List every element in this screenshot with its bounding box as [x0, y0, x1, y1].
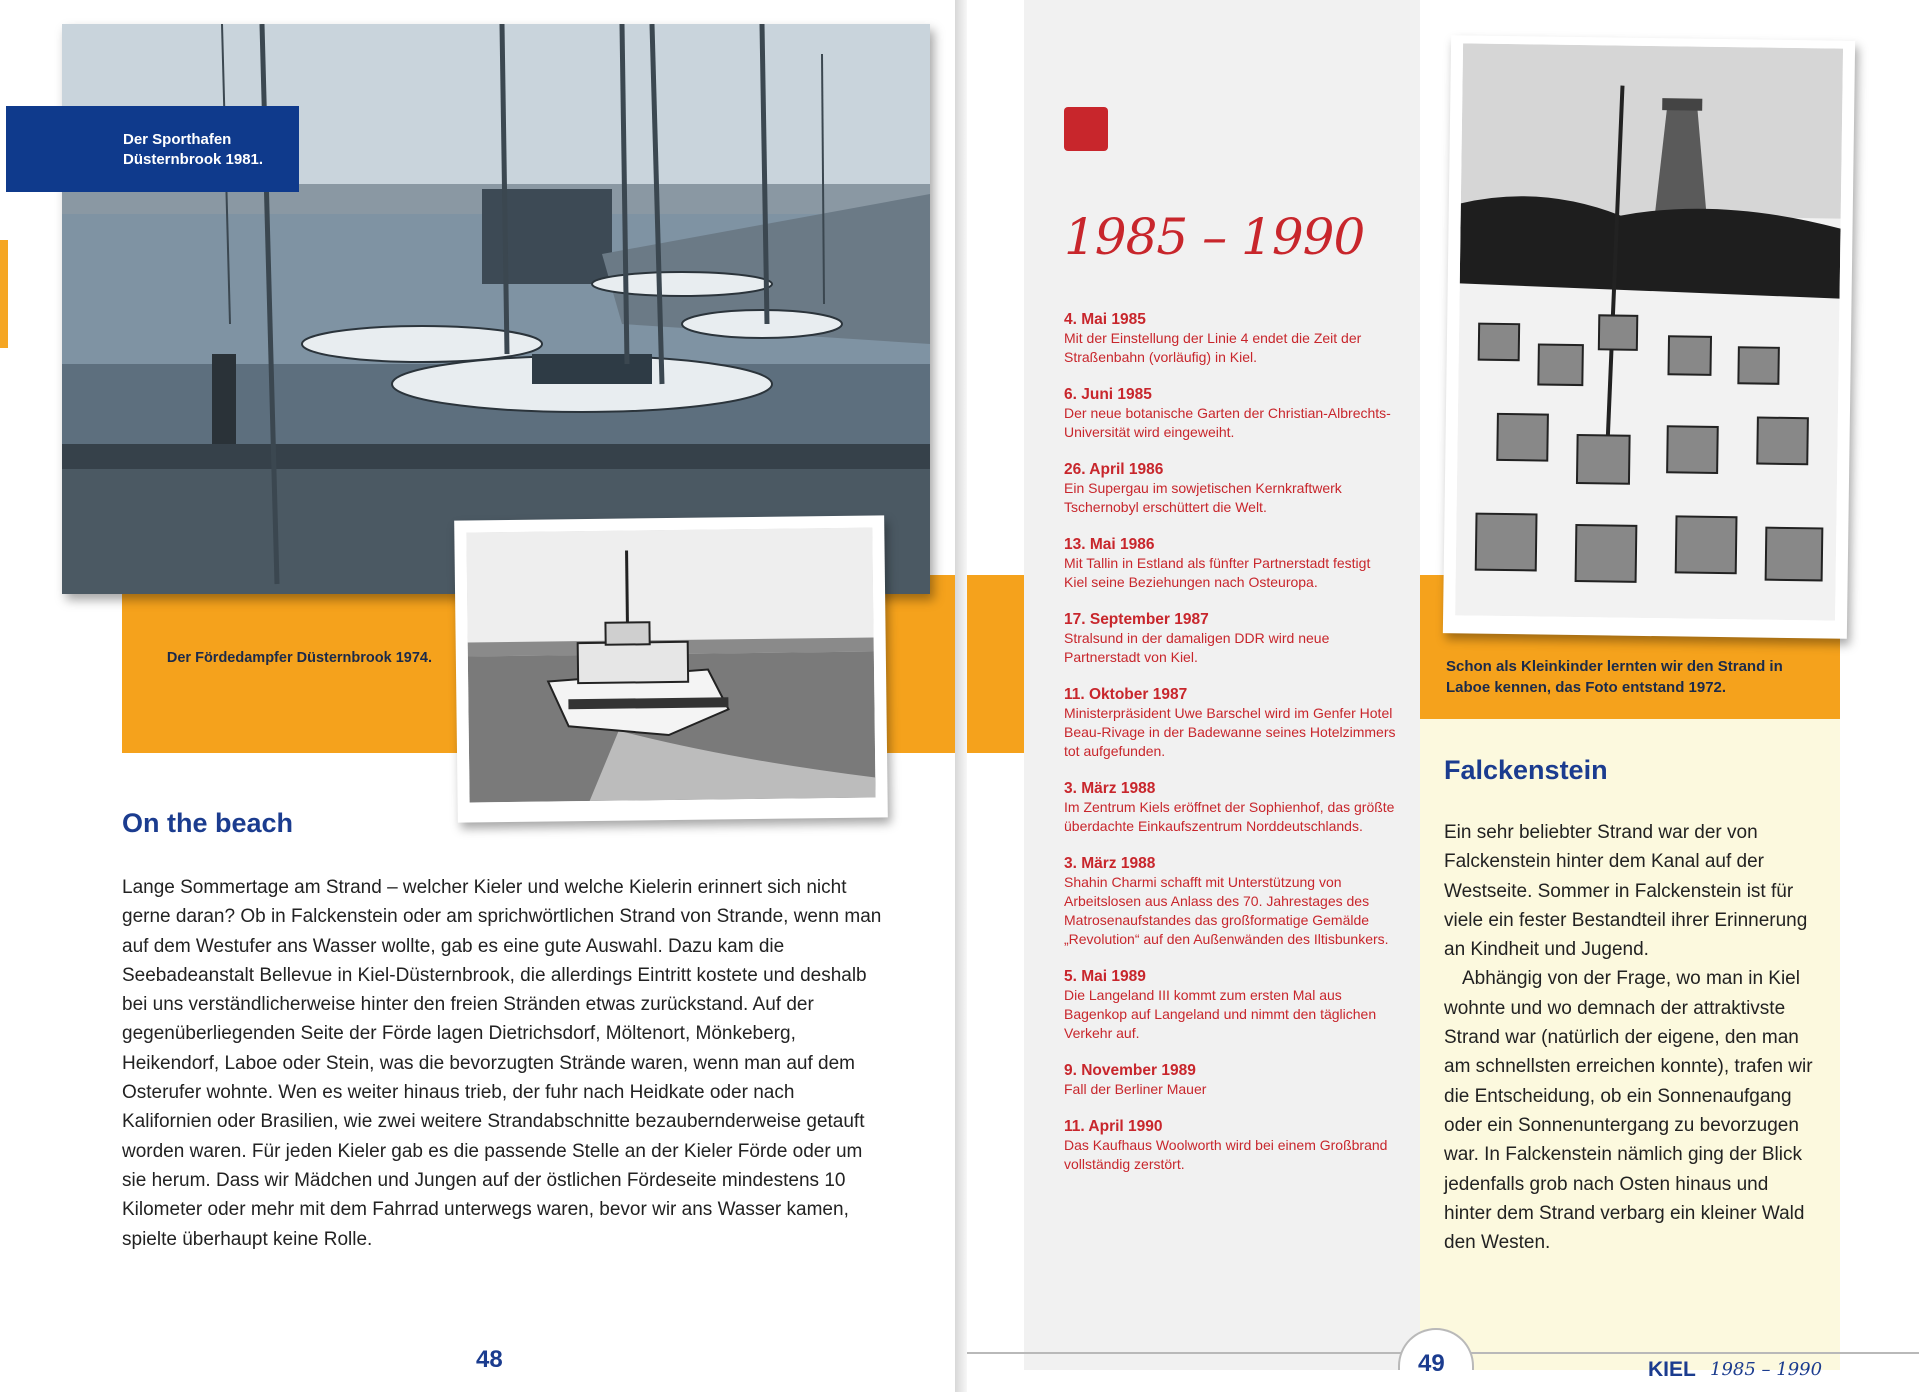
timeline-date: 26. April 1986	[1064, 461, 1164, 479]
timeline-entry	[1064, 535, 1396, 592]
timeline-text: Im Zentrum Kiels eröffnet der Sophienhof, das größte überdachte Einkaufszentrum Norddeutschlands.	[1064, 799, 1395, 835]
body-paragraph: Ein sehr beliebter Strand war der von Falckenstein hinter dem Kanal auf der Westseite. Sommer in Falckenstein ist für viele ein fester Bestandteil ihrer Erinnerung an Kindheit und Jugend.	[1444, 822, 1808, 961]
timeline-text: Ein Supergau im sowjetischen Kernkraftwerk Tschernobyl erschüttert die Welt.	[1064, 480, 1342, 515]
body-text-left: Lange Sommertage am Strand – welcher Kieler und welche Kielerin erinnert sich nicht gerne daran? Ob in Falckenstein oder am sprichwörtlichen Strand von Strande, wenn man auf dem Westufer ans Wasser wollte, gab es eine gute Auswahl. Dazu kam die Seebadeanstalt Bellevue in Kiel-Düsternbrook, die allerdings Eintritt kostete und deshalb bei uns verständlicherweise hinter den freien Stränden etwas zurückstand. Auf der gegenüberliegenden Seite der Förde lagen Dietrichsdorf, Möltenort, Mönkeberg, Heikendorf, Laboe oder Stein, was die bevorzugten Strände waren, wenn man auf dem Osterufer wohnte. Wen es weiter hinaus trieb, der fuhr nach Heidkate oder nach Kalifornien oder Brasilien, wie zwei weitere Strandabschnitte bezaubernderweise getauft worden waren. Für jeden Kieler gab es die passende Stelle an der Kieler Förde oder um sie herum. Dass wir Mädchen und Jungen auf der östlichen Fördeseite mindestens 10 Kilometer oder mehr mit dem Fahrrad unterwegs waren, bevor wir ans Wasser kamen, spielte überhaupt keine Rolle.	[122, 877, 882, 1250]
timeline-date: 9. November 1989	[1064, 1062, 1196, 1080]
photo-strand-laboe	[1443, 35, 1855, 639]
timeline-entry	[1064, 779, 1396, 836]
photo-caption-sporthafen: Der Sporthafen Düsternbrook 1981.	[6, 106, 299, 192]
timeline-date: 6. Juni 1985	[1064, 386, 1152, 404]
footer-brand: KIEL	[1648, 1358, 1696, 1381]
timeline-entry	[1064, 854, 1396, 948]
page-number-left: 48	[476, 1346, 503, 1373]
timeline-entry	[1064, 460, 1396, 517]
body-paragraph: Abhängig von der Frage, wo man in Kiel wohnte und wo demnach der attraktivste Strand war (natürlich der eigene, den man am schnellsten erreichen konnte), trafen wir die Entscheidung, ob ein Sonnenaufgang oder ein Sonnenuntergang zu bevorzugen war. In Falckenstein nämlich ging der Blick jedenfalls grob nach Osten hinaus und hinter dem Strand verbarg ein kleiner Wald den Westen.	[1444, 968, 1813, 1254]
timeline-date: 3. März 1988	[1064, 780, 1156, 798]
timeline-date: 11. Oktober 1987	[1064, 686, 1188, 704]
footer-period: 1985 – 1990	[1710, 1359, 1823, 1380]
photo-caption-foerdedampfer: Der Fördedampfer Düsternbrook 1974.	[166, 650, 432, 666]
timeline-list	[1064, 310, 1396, 1192]
timeline-entry	[1064, 967, 1396, 1042]
timeline-text: Ministerpräsident Uwe Barschel wird im Genfer Hotel Beau-Rivage in der Badewanne seines Hotelzimmers tot aufgefunden.	[1064, 705, 1396, 760]
timeline-text: Shahin Charmi schafft mit Unterstützung von Arbeitslosen aus Anlass des 70. Jahrestages des Matrosenaufstandes das großformatige Gemälde „Revolution“ auf den Außenwänden des Iltisbunkers.	[1064, 874, 1389, 947]
book-gutter	[955, 0, 967, 1392]
page-edge-marker	[0, 240, 8, 348]
orange-band-gutter	[967, 575, 1024, 753]
timeline-text: Fall der Berliner Mauer	[1064, 1081, 1207, 1098]
timeline-date: 4. Mai 1985	[1064, 311, 1146, 328]
timeline-text: Stralsund in der damaligen DDR wird neue Partnerstadt von Kiel.	[1064, 630, 1330, 666]
timeline-date: 11. April 1990	[1064, 1118, 1163, 1136]
timeline-entry	[1064, 310, 1396, 367]
timeline-text: Die Langeland III kommt zum ersten Mal aus Bagenkop auf Langeland und nimmt den täglichen Verkehr auf.	[1064, 987, 1377, 1041]
timeline-entry	[1064, 1117, 1396, 1174]
timeline-date: 13. Mai 1986	[1064, 536, 1155, 554]
timeline-entry	[1064, 610, 1396, 667]
timeline-entry	[1064, 685, 1396, 760]
section-heading-falckenstein: Falckenstein	[1444, 755, 1608, 785]
timeline-entry	[1064, 1061, 1396, 1099]
timeline-date: 17. September 1987	[1064, 611, 1209, 629]
timeline-text: Das Kaufhaus Woolworth wird bei einem Großbrand vollständig zerstört.	[1064, 1137, 1388, 1173]
timeline-date: 5. Mai 1989	[1064, 968, 1146, 986]
timeline-entry	[1064, 385, 1396, 442]
period-title: 1985 – 1990	[1064, 208, 1365, 266]
timeline-text: Der neue botanische Garten der Christian-Albrechts-Universität wird eingeweiht.	[1064, 405, 1391, 440]
section-heading-on-the-beach: On the beach	[122, 808, 294, 838]
timeline-text: Mit der Einstellung der Linie 4 endet die Zeit der Straßenbahn (vorläufig) in Kiel.	[1064, 330, 1362, 365]
page-number-right: 49	[1418, 1350, 1445, 1377]
photo-foerdedampfer	[454, 515, 888, 822]
photo-caption-laboe: Schon als Kleinkinder lernten wir den Strand in Laboe kennen, das Foto entstand 1972.	[1446, 658, 1783, 696]
body-text-right	[1444, 818, 1819, 1257]
timeline-date: 3. März 1988	[1064, 855, 1156, 873]
red-marker	[1064, 107, 1108, 151]
timeline-text: Mit Tallin in Estland als fünfter Partnerstadt festigt Kiel seine Beziehungen nach Osteuropa.	[1064, 555, 1371, 591]
